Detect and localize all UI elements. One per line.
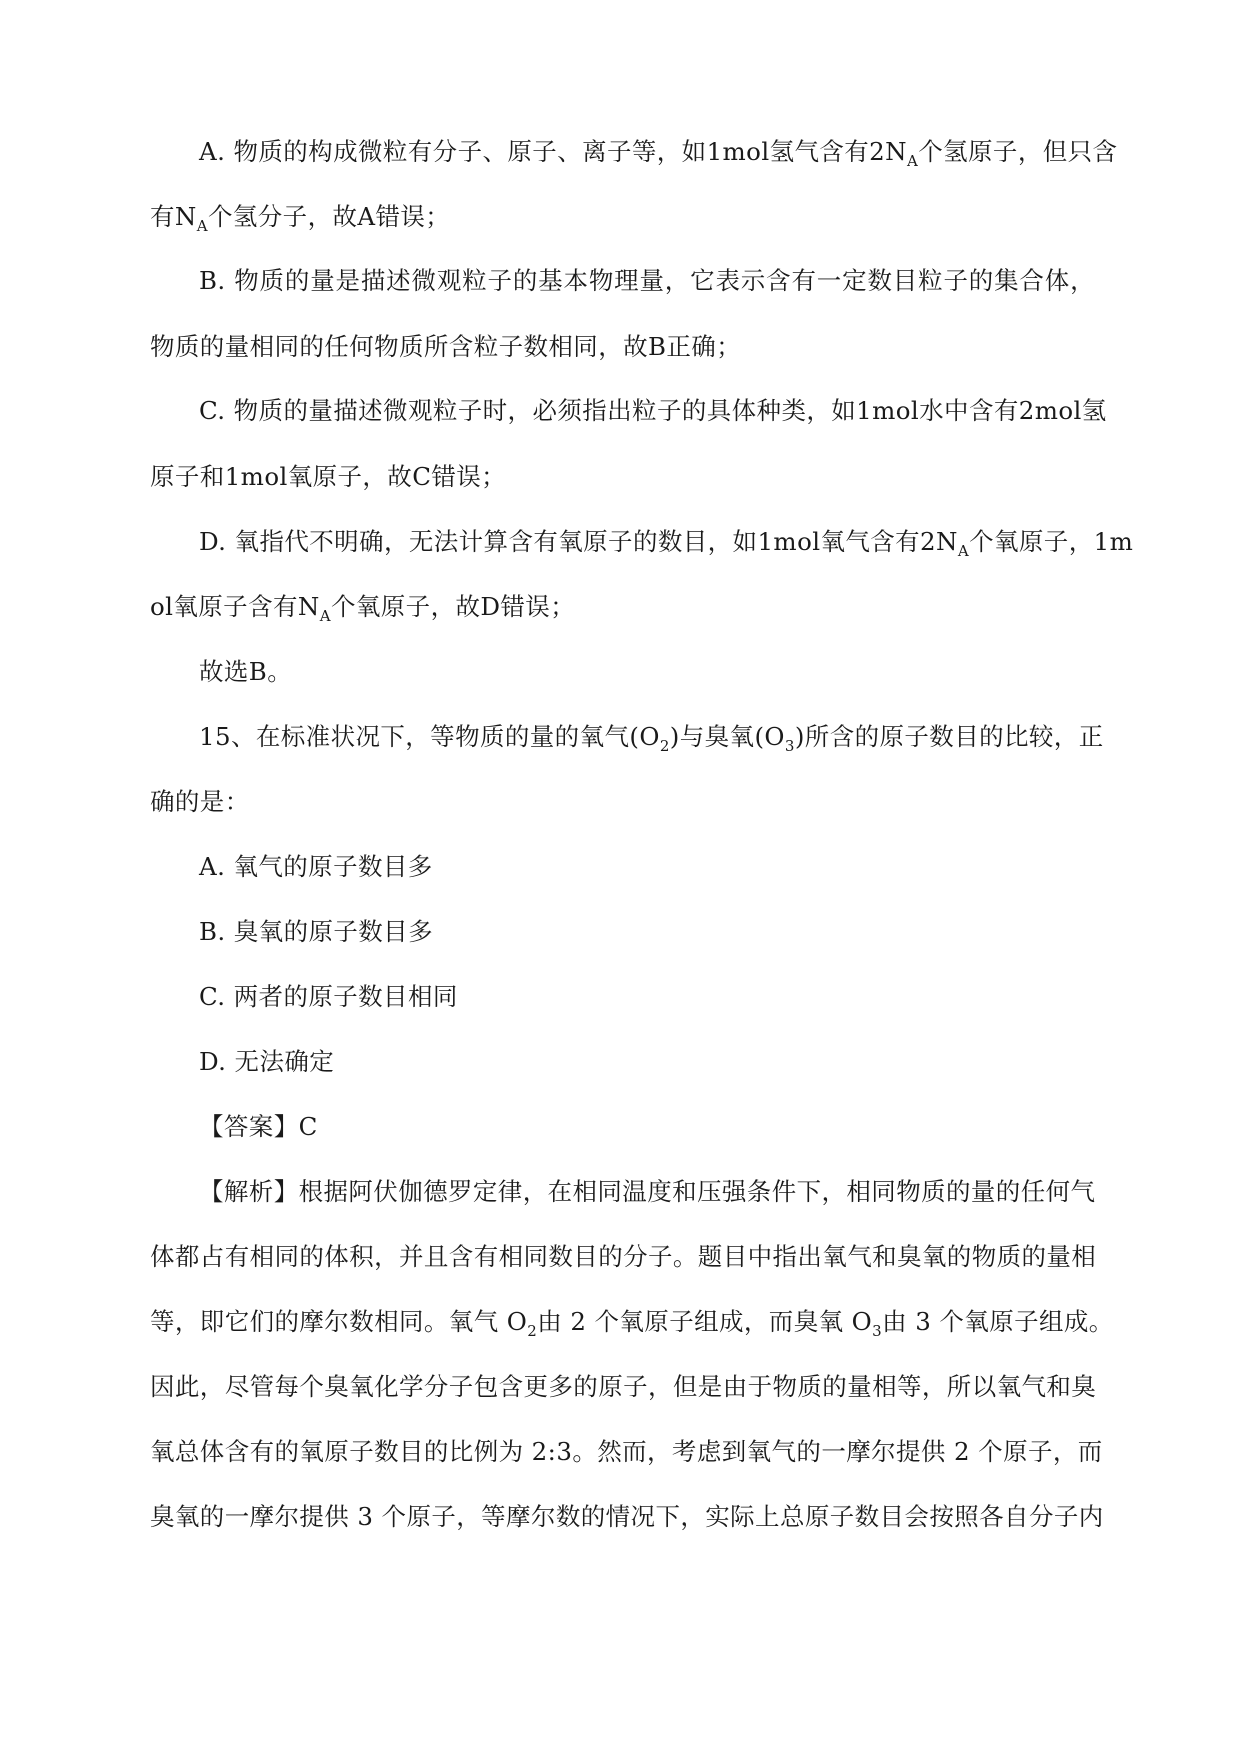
question-15-option-a: A. 氧气的原子数目多 [199, 852, 433, 881]
option-d-explanation-line1: D. 氧指代不明确，无法计算含有氧原子的数目，如1mol氧气含有$2N_A$个氧原子，1m [199, 527, 1134, 560]
question-15-option-d: D. 无法确定 [199, 1047, 335, 1076]
answer-line: 【答案】C [199, 1112, 318, 1141]
analysis-line1: 【解析】根据阿伏伽德罗定律，在相同温度和压强条件下，相同物质的量的任何气 [199, 1177, 1096, 1206]
analysis-line5: 氧总体含有的氧原子数目的比例为 2:3。然而，考虑到氧气的一摩尔提供 2 个原子，而 [150, 1437, 1103, 1466]
conclusion-line: 故选B。 [199, 657, 293, 686]
option-b-explanation-line1: B. 物质的量是描述微观粒子的基本物理量，它表示含有一定数目粒子的集合体， [199, 266, 1095, 295]
analysis-line2: 体都占有相同的体积，并且含有相同数目的分子。题目中指出氧气和臭氧的物质的量相 [150, 1242, 1097, 1271]
question-15-stem-line2: 确的是： [150, 787, 250, 816]
option-d-explanation-line2: ol氧原子含有$N_A$个氧原子，故D错误； [150, 592, 576, 625]
analysis-line4: 因此，尽管每个臭氧化学分子包含更多的原子，但是由于物质的量相等，所以氧气和臭 [150, 1372, 1097, 1401]
option-a-explanation-line2: 有$N_A$个氢分子，故A错误； [150, 202, 451, 235]
question-15-option-b: B. 臭氧的原子数目多 [199, 917, 433, 946]
analysis-line3: 等，即它们的摩尔数相同。氧气 $O_2$由 2 个氧原子组成，而臭氧 $O_3$由 3 个氧原子组成。 [150, 1307, 1114, 1340]
option-a-explanation-line1: A. 物质的构成微粒有分子、原子、离子等，如1mol氢气含有$2N_A$个氢原子，但只含 [199, 137, 1118, 170]
question-15-stem-line1: 15、在标准状况下，等物质的量的氧气$(O_2)$与臭氧$(O_3)$所含的原子数目的比较，正 [199, 722, 1104, 755]
option-c-explanation-line2: 原子和1mol氧原子，故C错误； [150, 462, 507, 491]
question-15-option-c: C. 两者的原子数目相同 [199, 982, 458, 1011]
option-b-explanation-line2: 物质的量相同的任何物质所含粒子数相同，故B正确； [150, 332, 742, 361]
option-c-explanation-line1: C. 物质的量描述微观粒子时，必须指出粒子的具体种类，如1mol水中含有2mol氢 [199, 396, 1107, 425]
analysis-line6: 臭氧的一摩尔提供 3 个原子，等摩尔数的情况下，实际上总原子数目会按照各自分子内 [150, 1502, 1104, 1531]
